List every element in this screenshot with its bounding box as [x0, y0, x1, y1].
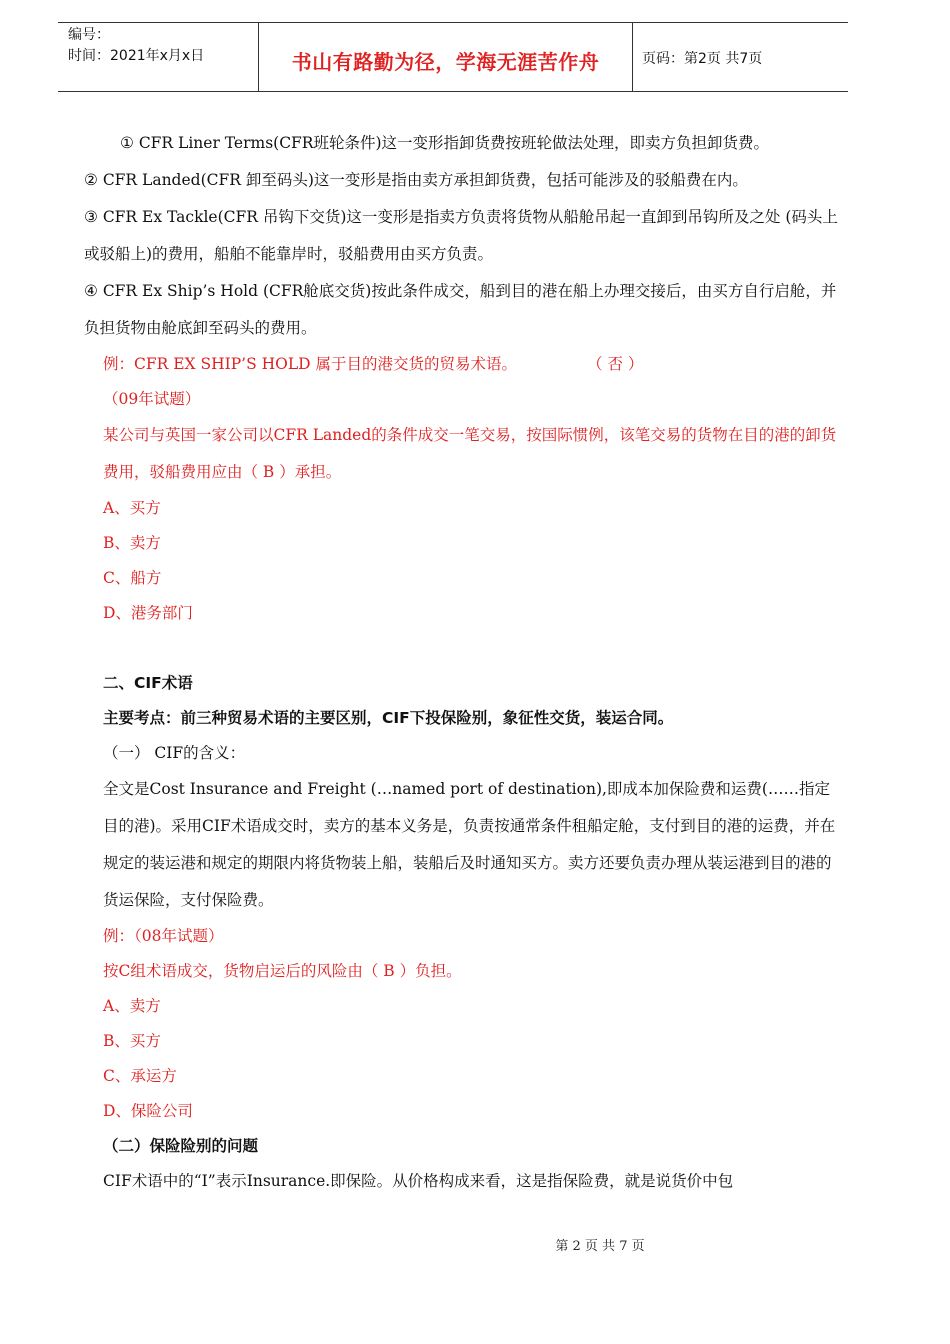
- example-1-year: （09年试题）: [103, 390, 201, 408]
- option-item: A、卖方: [103, 997, 161, 1015]
- option-item: C、承运方: [103, 1067, 177, 1085]
- option-item: A、买方: [103, 499, 161, 517]
- spacer: [68, 631, 838, 666]
- example-1: [68, 347, 838, 382]
- header-motto: 书山有路勤为径，学海无涯苦作舟: [291, 50, 600, 74]
- example-2: 例：（08年试题）: [103, 927, 224, 945]
- option-item: B、卖方: [103, 534, 161, 552]
- option-item: D、港务部门: [103, 604, 193, 622]
- paragraph-cfr-ex-ship-hold: ④ CFR Ex Ship’s Hold (CFR舱底交货)按此条件成交，船到目的港在船上办理交接后，由买方自行启舱，并负担货物由舱底卸至码头的费用。: [84, 282, 837, 337]
- question-2: 按C组术语成交，货物启运后的风险由（ B ）负担。: [103, 962, 462, 980]
- paragraph-cfr-ex-tackle: ③ CFR Ex Tackle(CFR 吊钩下交货)这一变形是指卖方负责将货物从船舱吊起一直卸到吊钩所及之处 (码头上或驳船上)的费用，船舶不能靠岸时，驳船费用由买方负责。: [84, 208, 838, 263]
- footer-page-number: 第 2 页 共 7 页: [555, 1239, 645, 1254]
- subsection-cif-meaning: （一） CIF的含义：: [103, 744, 246, 762]
- paragraph-cfr-landed: ② CFR Landed(CFR 卸至码头)这一变形是指由卖方承担卸货费，包括可能涉及的驳船费在内。: [84, 171, 748, 189]
- paragraph-insurance: CIF术语中的“I”表示Insurance.即保险。从价格构成来看，这是指保险费，就是说货价中包: [103, 1172, 734, 1190]
- key-points: 主要考点：前三种贸易术语的主要区别，CIF下投保险别，象征性交货，装运合同。: [103, 709, 674, 727]
- option-item: D、保险公司: [103, 1102, 193, 1120]
- option-item: C、船方: [103, 569, 162, 587]
- paragraph-cif-definition: 全文是Cost Insurance and Freight (…named port of destination),即成本加保险费和运费(……指定目的港)。采用CIF术语成交时，卖方的基本义务是，负责按通常条件租船定舱，支付到目的港的运费，并在规定的装运港和规定的期限内将货物装上船，装船后及时通知买方。卖方还要负责办理从装运港到目的港的货运保险，支付保险费。: [103, 780, 836, 909]
- example-1-text: 例：CFR EX SHIP’S HOLD 属于目的港交货的贸易术语。: [103, 355, 518, 373]
- header-number-label: 编号：: [68, 27, 110, 43]
- header-meta: [68, 25, 204, 67]
- header-divider: [632, 23, 633, 91]
- page-header: [58, 22, 848, 92]
- paragraph-cfr-liner-terms: ① CFR Liner Terms(CFR班轮条件)这一变形指卸货费按班轮做法处理，即卖方负担卸货费。: [120, 134, 770, 152]
- subsection-insurance: （二）保险险别的问题: [103, 1137, 259, 1155]
- example-1-answer: （ 否 ）: [587, 355, 644, 373]
- page-footer: [0, 1235, 950, 1254]
- header-page-info: 页码：第2页 共7页: [642, 51, 763, 67]
- document-body: [68, 125, 838, 1199]
- section-title: 二、CIF术语: [103, 674, 193, 692]
- question-1: 某公司与英国一家公司以CFR Landed的条件成交一笔交易，按国际惯例，该笔交易的货物在目的港的卸货费用，驳船费用应由（ B ）承担。: [103, 426, 837, 481]
- option-item: B、买方: [103, 1032, 161, 1050]
- header-time-label: 时间：2021年x月x日: [68, 48, 205, 64]
